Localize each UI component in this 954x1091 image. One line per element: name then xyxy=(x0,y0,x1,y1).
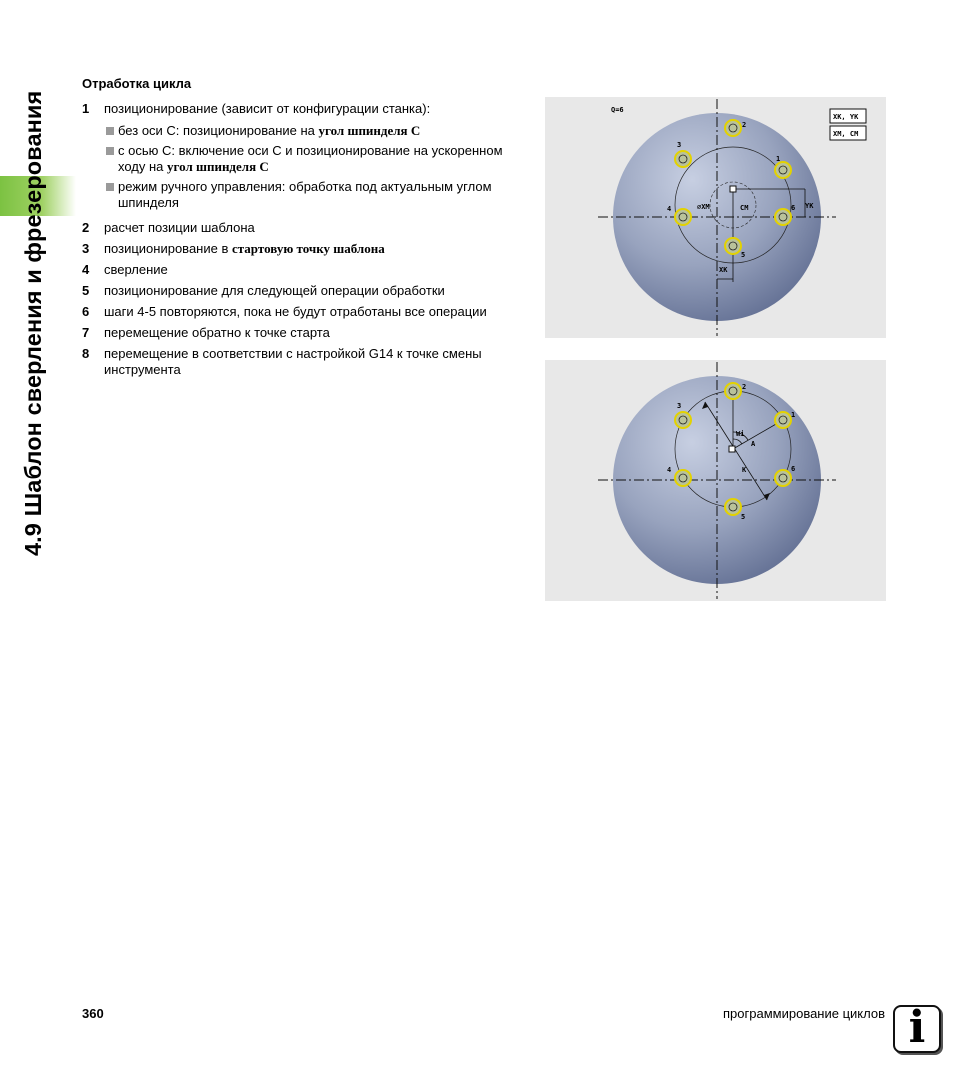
hole-number-5: 5 xyxy=(741,251,746,259)
footer-chapter: программирование циклов xyxy=(723,1006,885,1021)
hole-5 xyxy=(725,238,741,254)
step-text: позиционирование (зависит от конфигурации станка): xyxy=(104,101,431,116)
label-xk: XK xyxy=(719,266,728,274)
step-text: перемещение в соответствии с настройкой G14 к точке смены инструмента xyxy=(104,346,482,377)
hole-number-3: 3 xyxy=(677,402,682,410)
label-yk: YK xyxy=(805,202,814,210)
step-2 xyxy=(82,220,532,236)
step-number: 1 xyxy=(82,101,90,116)
info-icon xyxy=(893,1002,941,1053)
step-8 xyxy=(82,346,532,378)
step-7 xyxy=(82,325,532,341)
step-number: 3 xyxy=(82,241,90,256)
chapter-side-title: 4.9 Шаблон сверления и фрезерования xyxy=(20,90,46,556)
section-heading: Отработка цикла xyxy=(82,76,192,91)
sub-step-term: угол шпинделя C xyxy=(167,159,269,174)
pattern-center-marker xyxy=(730,186,736,192)
hole-4 xyxy=(675,209,691,225)
sub-step-term: угол шпинделя C xyxy=(318,123,421,138)
step-text: позиционирование в xyxy=(104,241,232,256)
sub-step xyxy=(104,123,532,139)
hole-number-6: 6 xyxy=(791,465,796,473)
step-number: 6 xyxy=(82,304,90,319)
step-text: позиционирование для следующей операции обработки xyxy=(104,283,445,298)
step-list xyxy=(82,101,532,378)
legend-text-2: XM, CM xyxy=(833,130,859,138)
label-cm: CM xyxy=(740,204,749,212)
step-4 xyxy=(82,262,532,278)
sub-step-text: режим ручного управления: обработка под актуальным углом шпинделя xyxy=(118,179,492,210)
bullet-square-icon xyxy=(106,183,114,191)
hole-2 xyxy=(725,120,741,136)
legend-text-1: XK, YK xyxy=(833,113,859,121)
info-glyph: i xyxy=(908,1002,926,1053)
hole-number-1: 1 xyxy=(776,155,781,163)
sub-step-text: с осью C: включение оси C и позиционирование на ускоренном ходу на xyxy=(118,143,503,174)
step-number: 8 xyxy=(82,346,90,361)
hole-6 xyxy=(775,470,791,486)
step-text: шаги 4-5 повторяются, пока не будут отработаны все операции xyxy=(104,304,487,319)
label-wi: Wi xyxy=(736,430,745,438)
hole-number-2: 2 xyxy=(742,383,747,391)
step-1 xyxy=(82,101,532,211)
hole-4 xyxy=(675,470,691,486)
hole-number-4: 4 xyxy=(667,205,672,213)
q-label: Q=6 xyxy=(611,106,624,114)
step-text: сверление xyxy=(104,262,168,277)
step-6 xyxy=(82,304,532,320)
hole-number-1: 1 xyxy=(791,411,796,419)
step-number: 2 xyxy=(82,220,90,235)
bullet-square-icon xyxy=(106,127,114,135)
hole-2 xyxy=(725,383,741,399)
diagram-svg xyxy=(545,97,886,338)
page-number: 360 xyxy=(82,1006,104,1021)
pattern-diagram-angles xyxy=(545,360,886,601)
pattern-center-marker xyxy=(729,446,735,452)
sub-step-text: без оси C: позиционирование на xyxy=(118,123,319,138)
hole-number-3: 3 xyxy=(677,141,682,149)
step-number: 4 xyxy=(82,262,90,277)
sub-step xyxy=(104,143,532,175)
label-xm: ⌀XM xyxy=(697,203,710,211)
hole-number-4: 4 xyxy=(667,466,672,474)
sub-step xyxy=(104,179,532,211)
hole-5 xyxy=(725,499,741,515)
label-k: K xyxy=(742,466,747,474)
hole-number-5: 5 xyxy=(741,513,746,521)
bullet-square-icon xyxy=(106,147,114,155)
step-term: стартовую точку шаблона xyxy=(231,241,385,256)
hole-number-2: 2 xyxy=(742,121,747,129)
step-number: 5 xyxy=(82,283,90,298)
hole-6 xyxy=(775,209,791,225)
step-3 xyxy=(82,241,532,257)
step-number: 7 xyxy=(82,325,90,340)
hole-number-6: 6 xyxy=(791,204,796,212)
step-text: перемещение обратно к точке старта xyxy=(104,325,330,340)
pattern-diagram-coordinates xyxy=(545,97,886,338)
hole-1 xyxy=(775,412,791,428)
label-a: A xyxy=(751,440,756,448)
hole-3 xyxy=(675,151,691,167)
step-5 xyxy=(82,283,532,299)
diagram-svg xyxy=(545,360,886,601)
hole-3 xyxy=(675,412,691,428)
hole-1 xyxy=(775,162,791,178)
step-text: расчет позиции шаблона xyxy=(104,220,255,235)
